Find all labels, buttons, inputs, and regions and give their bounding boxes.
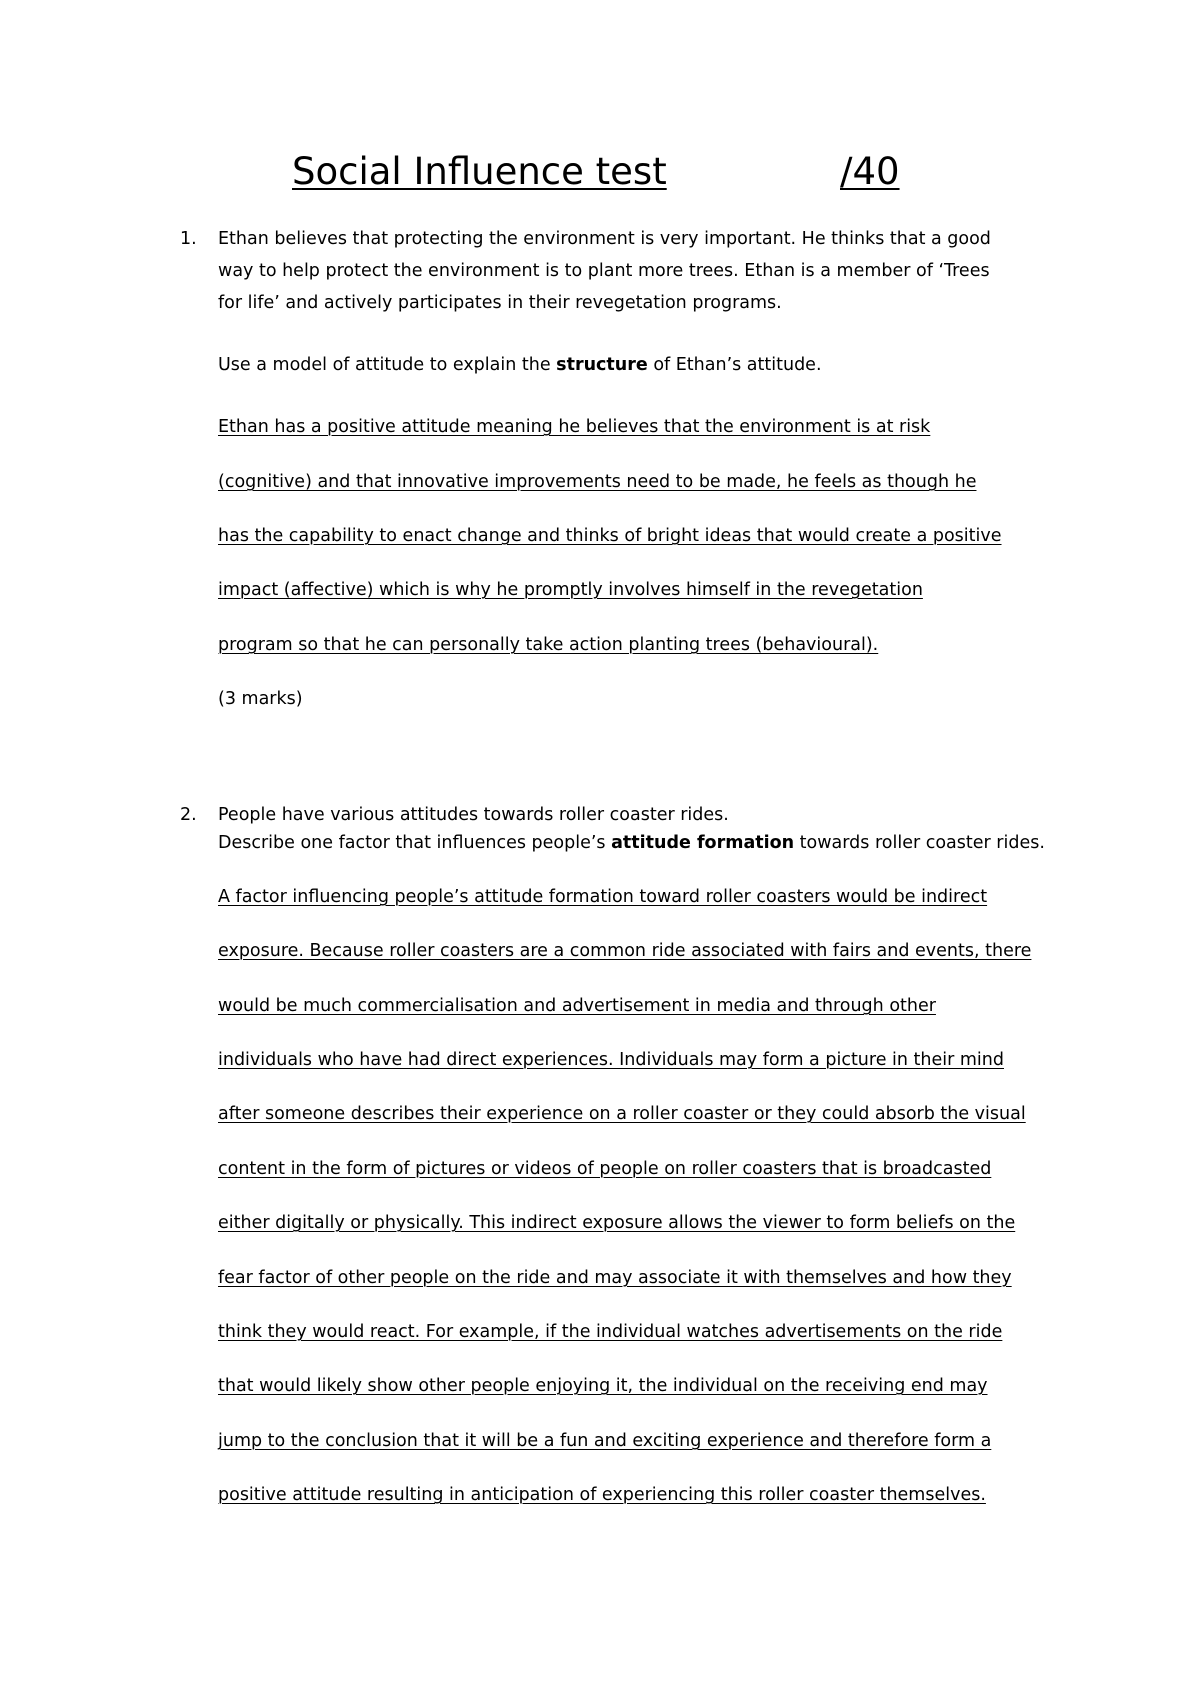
question-2-answer-line: after someone describes their experience on a roller coaster or they could absorb the visual	[218, 1104, 1026, 1124]
question-1-marks: (3 marks)	[218, 689, 303, 709]
question-2-answer-line: that would likely show other people enjoying it, the individual on the receiving end may	[218, 1376, 988, 1396]
question-1-prompt-line: Ethan believes that protecting the environment is very important. He thinks that a good	[218, 229, 991, 249]
question-2-answer-line: content in the form of pictures or videos of people on roller coasters that is broadcasted	[218, 1159, 992, 1179]
question-1-answer-line: Ethan has a positive attitude meaning he believes that the environment is at risk	[218, 417, 931, 437]
question-2-task-text: towards roller coaster rides.	[794, 833, 1045, 853]
question-2-answer-line: A factor influencing people’s attitude formation toward roller coasters would be indirect	[218, 887, 988, 907]
question-1-task-text: of Ethan’s attitude.	[647, 355, 822, 375]
question-2-task-keyword: attitude formation	[611, 833, 795, 853]
question-2-answer-line: jump to the conclusion that it will be a fun and exciting experience and therefore form a	[218, 1431, 992, 1451]
question-1-prompt-line: way to help protect the environment is to plant more trees. Ethan is a member of ‘Trees	[218, 261, 990, 281]
question-2-number: 2.	[180, 805, 197, 825]
question-2-task-text: Describe one factor that influences people’s	[218, 833, 612, 853]
question-2-answer-line: either digitally or physically. This indirect exposure allows the viewer to form beliefs on the	[218, 1213, 1016, 1233]
page-title: Social Influence test	[292, 150, 667, 193]
question-2-answer-line: would be much commercialisation and advertisement in media and through other	[218, 996, 936, 1016]
question-2-answer-line: individuals who have had direct experiences. Individuals may form a picture in their mind	[218, 1050, 1004, 1070]
question-1-number: 1.	[180, 229, 197, 249]
question-1-task-text: Use a model of attitude to explain the	[218, 355, 557, 375]
question-1-answer-line: program so that he can personally take action planting trees (behavioural).	[218, 635, 879, 655]
question-2-answer-line: exposure. Because roller coasters are a common ride associated with fairs and events, there	[218, 941, 1032, 961]
total-marks: /40	[840, 150, 900, 193]
question-2-answer-line: think they would react. For example, if the individual watches advertisements on the ride	[218, 1322, 1003, 1342]
question-1-task-keyword: structure	[556, 355, 648, 375]
question-2-prompt-line: People have various attitudes towards roller coaster rides.	[218, 805, 729, 825]
question-2-answer-line: fear factor of other people on the ride and may associate it with themselves and how they	[218, 1268, 1012, 1288]
question-1-answer-line: impact (affective) which is why he promptly involves himself in the revegetation	[218, 580, 923, 600]
question-2-answer-line: positive attitude resulting in anticipation of experiencing this roller coaster themselves.	[218, 1485, 986, 1505]
question-1-answer-line: (cognitive) and that innovative improvements need to be made, he feels as though he	[218, 472, 977, 492]
question-1-answer-line: has the capability to enact change and thinks of bright ideas that would create a positive	[218, 526, 1002, 546]
question-2-task	[218, 835, 1045, 853]
question-1-prompt-line: for life’ and actively participates in their revegetation programs.	[218, 293, 782, 313]
question-1-task	[218, 357, 822, 375]
